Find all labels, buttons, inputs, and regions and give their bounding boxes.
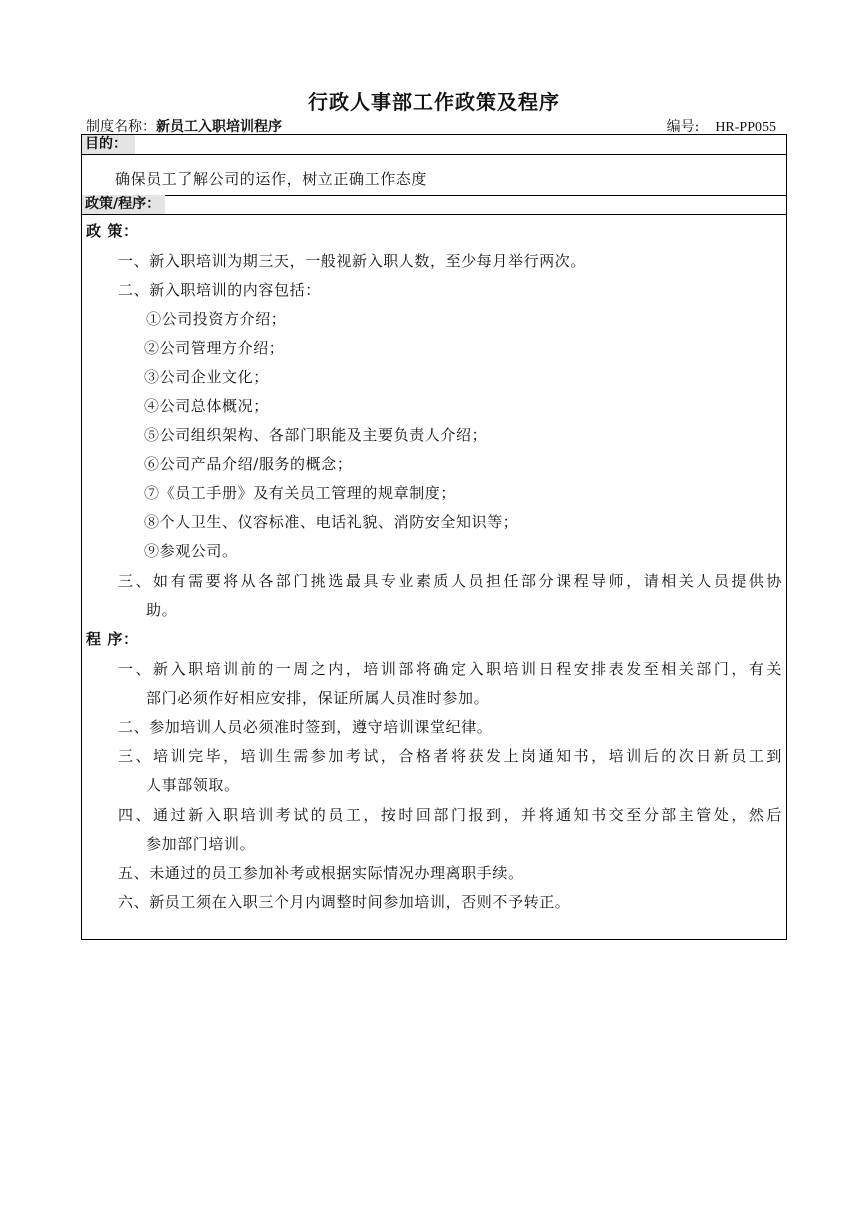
- policy-subitem: ⑧个人卫生、仪容标准、电话礼貌、消防安全知识等；: [144, 513, 519, 531]
- document-code-value: HR-PP055: [715, 120, 776, 135]
- procedure-item: 三、培训完毕，培训生需参加考试，合格者将获发上岗通知书，培训后的次日新员工到: [118, 747, 782, 765]
- purpose-header: 目的：: [82, 135, 135, 154]
- divider: [82, 154, 786, 155]
- policy-section-title: 政 策：: [86, 222, 139, 240]
- document-meta: [84, 116, 786, 136]
- policy-procedure-header: 政策/程序：: [82, 195, 165, 214]
- document-code-label: 编号:: [666, 119, 700, 135]
- procedure-item: 二、参加培训人员必须准时签到，遵守培训课堂纪律。: [118, 718, 493, 736]
- procedure-item: 一、新入职培训前的一周之内，培训部将确定入职培训日程安排表发至相关部门，有关: [118, 660, 782, 678]
- document-code: [667, 116, 776, 136]
- policy-subitem: ①公司投资方介绍；: [146, 310, 287, 328]
- policy-item: 二、新入职培训的内容包括：: [118, 281, 321, 299]
- policy-item-continued: 助。: [146, 601, 178, 619]
- procedure-item-continued: 部门必须作好相应安排，保证所属人员准时参加。: [146, 689, 490, 707]
- policy-item: 一、新入职培训为期三天，一般视新入职人数，至少每月举行两次。: [118, 252, 587, 270]
- policy-subitem: ⑨参观公司。: [144, 542, 238, 560]
- policy-name-value: 新员工入职培训程序: [156, 119, 282, 135]
- policy-table: [81, 134, 787, 940]
- policy-subitem: ②公司管理方介绍；: [144, 339, 285, 357]
- policy-subitem: ④公司总体概况；: [144, 397, 269, 415]
- policy-subitem: ⑤公司组织架构、各部门职能及主要负责人介绍；: [144, 426, 488, 444]
- procedure-section-title: 程 序：: [86, 630, 139, 648]
- procedure-item-continued: 参加部门培训。: [146, 835, 256, 853]
- page-title: 行政人事部工作政策及程序: [308, 90, 560, 114]
- procedure-item: 四、通过新入职培训考试的员工，按时回部门报到，并将通知书交至分部主管处，然后: [118, 806, 782, 824]
- procedure-item-continued: 人事部领取。: [146, 776, 240, 794]
- policy-name: [86, 116, 282, 136]
- policy-item: 三、如有需要将从各部门挑选最具专业素质人员担任部分课程导师，请相关人员提供协: [118, 572, 782, 590]
- divider: [82, 214, 786, 215]
- divider: [82, 195, 786, 196]
- procedure-item: 五、未通过的员工参加补考或根据实际情况办理离职手续。: [118, 864, 524, 882]
- policy-name-label: 制度名称：: [86, 119, 156, 135]
- procedure-item: 六、新员工须在入职三个月内调整时间参加培训，否则不予转正。: [118, 893, 571, 911]
- policy-subitem: ⑦《员工手册》及有关员工管理的规章制度；: [144, 484, 457, 502]
- policy-subitem: ③公司企业文化；: [144, 368, 269, 386]
- purpose-text: 确保员工了解公司的运作，树立正确工作态度: [115, 170, 428, 188]
- policy-subitem: ⑥公司产品介绍/服务的概念；: [144, 455, 353, 473]
